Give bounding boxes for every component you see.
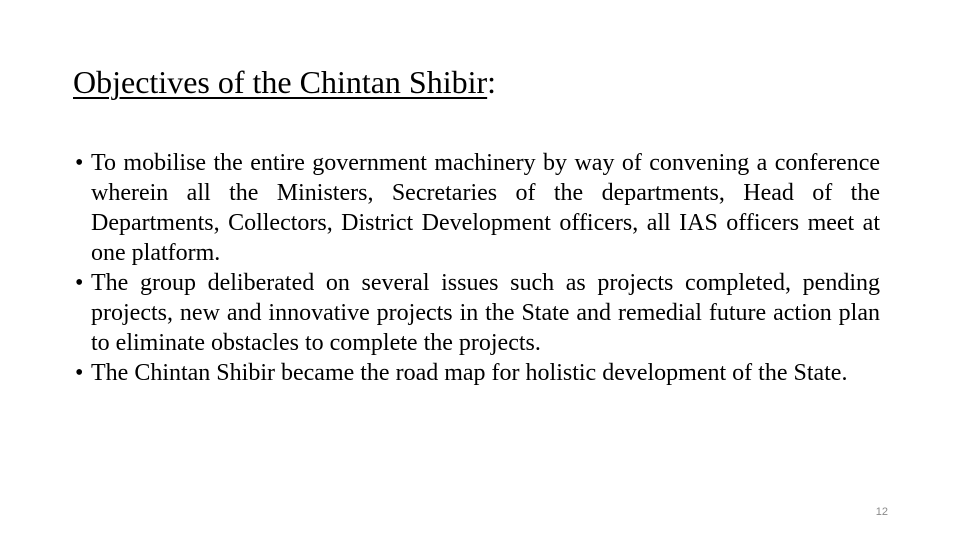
slide-title-text: Objectives of the Chintan Shibir: [73, 64, 488, 100]
slide-title-colon: :: [487, 64, 497, 100]
bullet-item: [75, 268, 880, 358]
bullet-text: The group deliberated on several issues such as projects completed, pending projects, new and innovative projects in the State and remedial future action plan to eliminate obstacles to complete the projects.: [91, 270, 880, 356]
slide-title: [73, 62, 496, 102]
bullet-text: To mobilise the entire government machinery by way of convening a conference wherein all the Ministers, Secretaries of the departments, Head of the Departments, Collectors, District Development officers, all IAS officers meet at one platform.: [91, 150, 880, 266]
bullet-dot: •: [75, 270, 84, 296]
page-number: 12: [875, 506, 888, 518]
bullet-dot: •: [75, 360, 84, 386]
bullet-dot: •: [75, 150, 84, 176]
bullet-item: [75, 148, 880, 268]
bullet-item: [75, 358, 880, 388]
bullet-text: The Chintan Shibir became the road map for holistic development of the State.: [91, 360, 848, 386]
bullet-list: [75, 148, 880, 388]
